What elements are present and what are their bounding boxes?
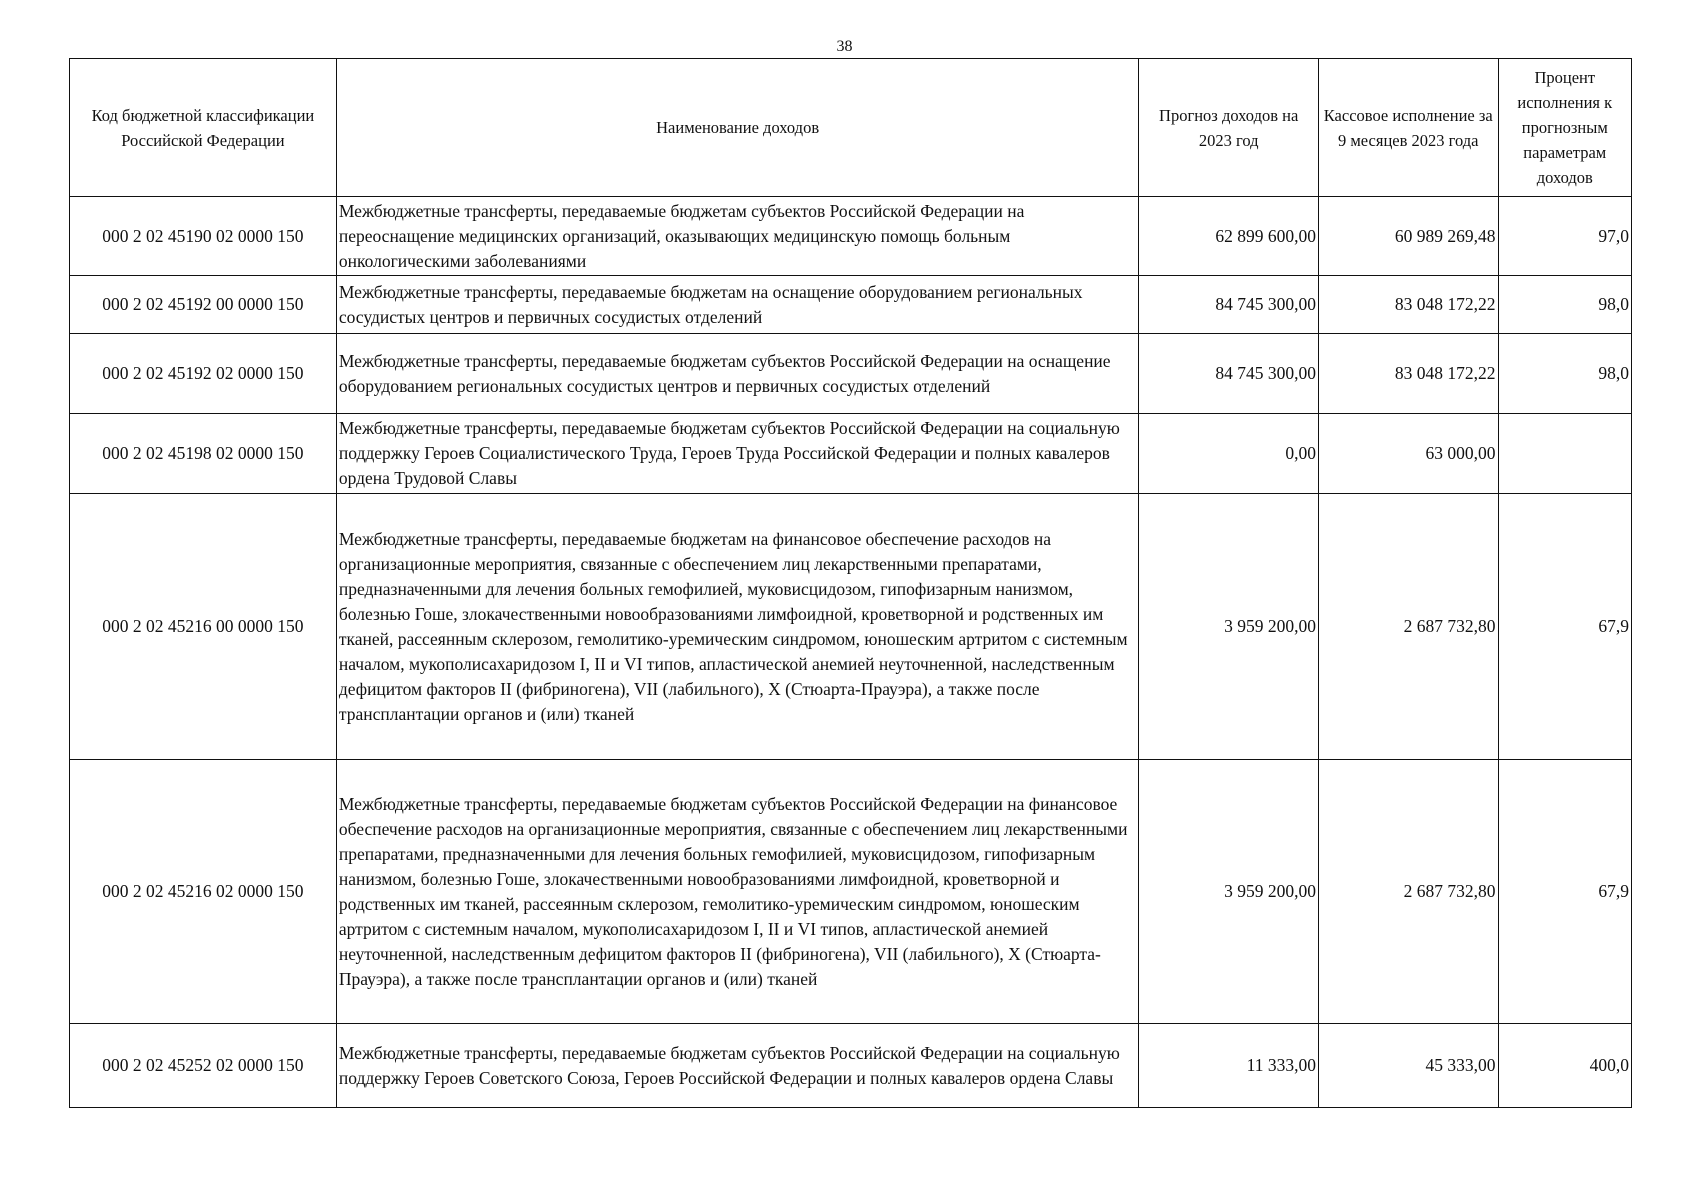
execution-cell: 60 989 269,48 [1318,197,1498,276]
forecast-cell: 3 959 200,00 [1139,494,1319,760]
budget-code-cell: 000 2 02 45190 02 0000 150 [70,197,337,276]
execution-cell: 83 048 172,22 [1318,334,1498,414]
revenue-name-cell: Межбюджетные трансферты, передаваемые бюджетам на финансовое обеспечение расходов на организационные мероприятия, связанные с обеспечением лиц лекарственными препаратами, предназначенными для лечения больных гемофилией, муковисцидозом, гипофизарным нанизмом, болезнью Гоше, злокачественными новообразованиями лимфоидной, кроветворной и родственных им тканей, рассеянным склерозом, гемолитико-уремическим синдромом, юношеским артритом с системным началом, мукополисахаридозом I, II и VI типов, апластической анемией неуточненной, наследственным дефицитом факторов II (фибриногена), VII (лабильного), X (Стюарта-Прауэра), а также после трансплантации органов и (или) тканей [336,494,1139,760]
table-header-row [70,59,1632,197]
percent-cell [1498,414,1631,494]
revenue-name-cell: Межбюджетные трансферты, передаваемые бюджетам субъектов Российской Федерации на оснащение оборудованием региональных сосудистых центров и первичных сосудистых отделений [336,334,1139,414]
revenue-name-cell: Межбюджетные трансферты, передаваемые бюджетам субъектов Российской Федерации на переоснащение медицинских организаций, оказывающих медицинскую помощь больным онкологическими заболеваниями [336,197,1139,276]
percent-cell: 400,0 [1498,1024,1631,1108]
forecast-cell: 84 745 300,00 [1139,334,1319,414]
table-row [70,197,1632,276]
table-row [70,760,1632,1024]
table-row [70,334,1632,414]
execution-cell: 2 687 732,80 [1318,760,1498,1024]
header-percent: Процент исполнения к прогнозным параметрам доходов [1498,59,1631,197]
table-row [70,414,1632,494]
percent-cell: 67,9 [1498,494,1631,760]
revenue-name-cell: Межбюджетные трансферты, передаваемые бюджетам субъектов Российской Федерации на финансовое обеспечение расходов на организационные мероприятия, связанные с обеспечением лиц лекарственными препаратами, предназначенными для лечения больных гемофилией, муковисцидозом, гипофизарным нанизмом, болезнью Гоше, злокачественными новообразованиями лимфоидной, кроветворной и родственных им тканей, рассеянным склерозом, гемолитико-уремическим синдромом, юношеским артритом с системным началом, мукополисахаридозом I, II и VI типов, апластической анемией неуточненной, наследственным дефицитом факторов II (фибриногена), VII (лабильного), X (Стюарта-Прауэра), а также после трансплантации органов и (или) тканей [336,760,1139,1024]
execution-cell: 2 687 732,80 [1318,494,1498,760]
forecast-cell: 62 899 600,00 [1139,197,1319,276]
execution-cell: 45 333,00 [1318,1024,1498,1108]
forecast-cell: 3 959 200,00 [1139,760,1319,1024]
table-row [70,1024,1632,1108]
execution-cell: 63 000,00 [1318,414,1498,494]
forecast-cell: 84 745 300,00 [1139,276,1319,334]
budget-code-cell: 000 2 02 45192 02 0000 150 [70,334,337,414]
revenue-name-cell: Межбюджетные трансферты, передаваемые бюджетам субъектов Российской Федерации на социальную поддержку Героев Советского Союза, Героев Российской Федерации и полных кавалеров ордена Славы [336,1024,1139,1108]
budget-code-cell: 000 2 02 45216 02 0000 150 [70,760,337,1024]
budget-code-cell: 000 2 02 45216 00 0000 150 [70,494,337,760]
budget-code-cell: 000 2 02 45252 02 0000 150 [70,1024,337,1108]
percent-cell: 97,0 [1498,197,1631,276]
forecast-cell: 0,00 [1139,414,1319,494]
table-row [70,494,1632,760]
forecast-cell: 11 333,00 [1139,1024,1319,1108]
header-code: Код бюджетной классификации Российской Федерации [70,59,337,197]
percent-cell: 98,0 [1498,334,1631,414]
percent-cell: 67,9 [1498,760,1631,1024]
page-number: 38 [836,38,853,55]
revenue-name-cell: Межбюджетные трансферты, передаваемые бюджетам субъектов Российской Федерации на социальную поддержку Героев Социалистического Труда, Героев Труда Российской Федерации и полных кавалеров ордена Трудовой Славы [336,414,1139,494]
budget-code-cell: 000 2 02 45192 00 0000 150 [70,276,337,334]
header-forecast: Прогноз доходов на 2023 год [1139,59,1319,197]
revenue-name-cell: Межбюджетные трансферты, передаваемые бюджетам на оснащение оборудованием региональных сосудистых центров и первичных сосудистых отделений [336,276,1139,334]
header-execution: Кассовое исполнение за 9 месяцев 2023 года [1318,59,1498,197]
header-name: Наименование доходов [336,59,1139,197]
revenue-table [69,58,1632,1108]
budget-code-cell: 000 2 02 45198 02 0000 150 [70,414,337,494]
table-row [70,276,1632,334]
execution-cell: 83 048 172,22 [1318,276,1498,334]
percent-cell: 98,0 [1498,276,1631,334]
